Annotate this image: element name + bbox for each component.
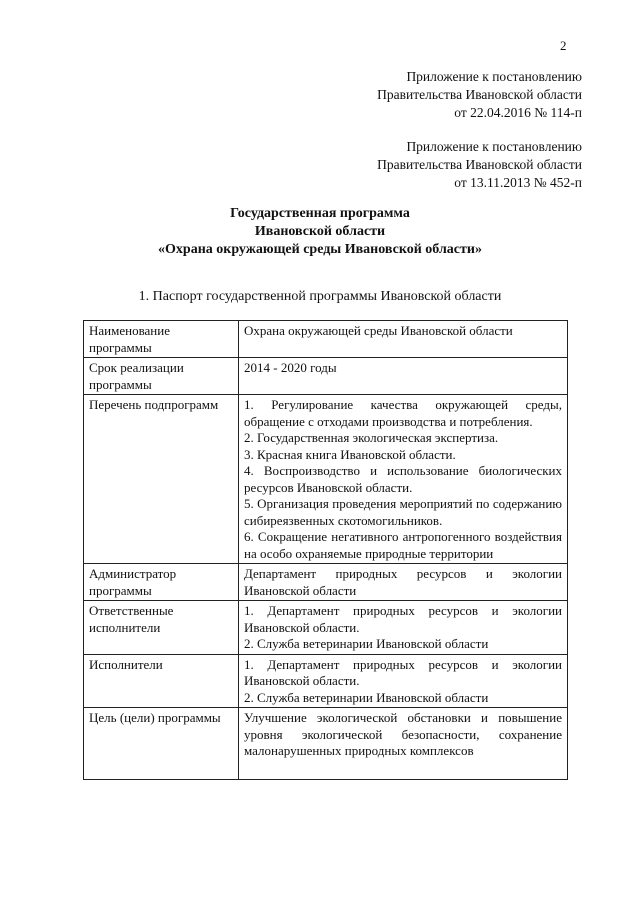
appendix-line: Приложение к постановлению <box>406 69 582 84</box>
program-title-line: Государственная программа <box>230 206 410 221</box>
table-row <box>84 708 568 780</box>
value-line: 1. Регулирование качества окружающей среды, обращение с отходами производства и потребления. <box>244 397 562 429</box>
row-value <box>239 601 568 655</box>
value-line: 3. Красная книга Ивановской области. <box>244 446 456 462</box>
value-line: 2. Служба ветеринарии Ивановской области <box>244 636 489 651</box>
value-line: 1. Департамент природных ресурсов и экологии Ивановской области. <box>244 603 562 635</box>
value-line: 2. Государственная экологическая экспертиза. <box>244 430 499 445</box>
table-row <box>84 601 568 655</box>
table-row <box>84 358 568 395</box>
row-value <box>239 321 568 358</box>
table-row <box>84 321 568 358</box>
value-line: 5. Организация проведения мероприятий по содержанию сибиреязвенных скотомогильников. <box>244 496 562 528</box>
value-line: 2014 - 2020 годы <box>244 360 337 375</box>
value-line: 2. Служба ветеринарии Ивановской области <box>244 689 489 705</box>
program-title-line: «Охрана окружающей среды Ивановской области» <box>158 242 482 257</box>
table-row <box>84 654 568 708</box>
section-title: 1. Паспорт государственной программы Ивановской области <box>138 289 502 304</box>
appendix-line: от 13.11.2013 № 452-п <box>454 175 582 190</box>
program-title <box>0 205 640 259</box>
value-line: 4. Воспроизводство и использование биологических ресурсов Ивановской области. <box>244 463 562 495</box>
passport-table <box>83 320 568 780</box>
row-value <box>239 708 568 780</box>
row-label: Срок реализации программы <box>84 358 239 395</box>
row-label: Наименование программы <box>84 321 239 358</box>
row-label: Администратор программы <box>84 564 239 601</box>
row-label: Цель (цели) программы <box>84 708 239 780</box>
value-line: Департамент природных ресурсов и экологии Ивановской области <box>244 566 562 598</box>
table-row <box>84 395 568 564</box>
appendix-note-2013 <box>377 138 582 192</box>
row-value <box>239 654 568 708</box>
page-number: 2 <box>560 38 567 53</box>
appendix-note-2016 <box>377 68 582 122</box>
row-value <box>239 564 568 601</box>
row-value <box>239 395 568 564</box>
appendix-line: от 22.04.2016 № 114-п <box>454 105 582 120</box>
row-label: Перечень подпрограмм <box>84 395 239 564</box>
table-row <box>84 564 568 601</box>
appendix-line: Правительства Ивановской области <box>377 157 582 172</box>
value-line: 1. Департамент природных ресурсов и экологии Ивановской области. <box>244 656 562 688</box>
value-line: Охрана окружающей среды Ивановской области <box>244 323 513 338</box>
program-title-line: Ивановской области <box>254 224 386 239</box>
row-label: Ответственные исполнители <box>84 601 239 655</box>
value-line: Улучшение экологической обстановки и повышение уровня экологической безопасности, сохранение малонарушенных природных комплексов <box>244 710 562 758</box>
row-value <box>239 358 568 395</box>
appendix-line: Приложение к постановлению <box>406 139 582 154</box>
appendix-line: Правительства Ивановской области <box>377 87 582 102</box>
row-label: Исполнители <box>84 654 239 708</box>
value-line: 6. Сокращение негативного антропогенного воздействия на особо охраняемые природные территории <box>244 529 562 561</box>
